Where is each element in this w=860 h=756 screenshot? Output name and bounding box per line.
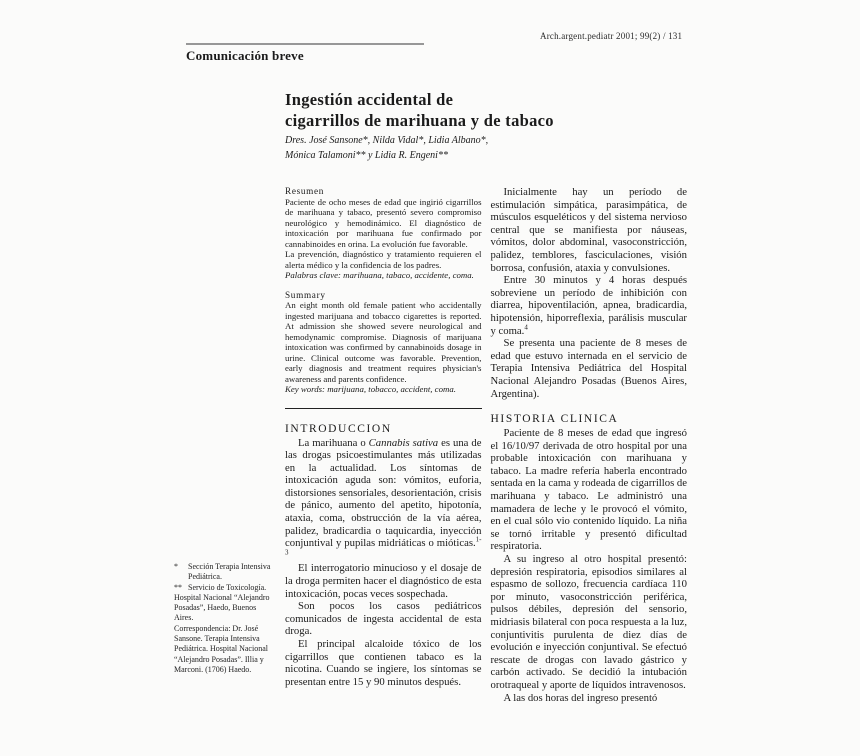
species-name: Cannabis sativa	[368, 436, 439, 449]
summary-heading: Summary	[285, 289, 326, 300]
intro-paragraph-3: Son pocos los casos pediátricos comunicados de ingesta accidental de esta droga.	[285, 600, 482, 638]
summary-paragraph-1: An eight month old female patient who accidentally ingested marijuana and tobacco cigarettes is reported. At admission she showed severe neurological and hemodynamic compromise. Diagnosis of marijuana intoxication was confirmed by cannabinoids dosage in urine. Clinical outcome was favorable. Prevention, early diagnosis and treatment requires physician's awareness and parents confidence.	[285, 300, 482, 384]
intro-paragraph-2: El interrogatorio minucioso y el dosaje de la droga permiten hacer el diagnóstico de esta intoxicación, pocas veces sospechada.	[285, 562, 482, 600]
article-body	[285, 186, 687, 704]
article-title	[285, 89, 554, 131]
journal-reference: Arch.argent.pediatr 2001; 99(2) / 131	[540, 31, 683, 41]
resumen-section	[285, 186, 482, 281]
footnote-text: Servicio de Toxicología.	[188, 582, 267, 592]
resumen-keywords: Palabras clave: marihuana, tabaco, accidente, coma.	[285, 270, 474, 280]
summary-keywords: Key words: marijuana, tobacco, accident, coma.	[285, 384, 456, 394]
footnote-text: Sección Terapia Intensiva Pediátrica.	[188, 562, 271, 582]
footnote-marker: *	[174, 562, 178, 571]
intro-p1-after: es una de las drogas psicoestimulantes más utilizadas en la actualidad. Los síntomas de intoxicación aguda son: vómitos, euforia, distorsiones sensoriales, desorientación, crisis de pánico, aumento del apetito, hipotonía, ataxia, coma, obstrucción de la vía aérea, palidez, bradicardia o taquicardia, inyección conjuntival y pupilas midriáticas o mióticas.	[285, 436, 482, 550]
summary-section	[285, 290, 482, 395]
affiliation-text: Hospital Nacional “Alejandro Posadas”, Haedo, Buenos Aires.	[174, 592, 270, 623]
correspondence-text: Correspondencia: Dr. José Sansone. Terapia Intensiva Pediátrica. Hospital Nacional “Alejandro Posadas”. Illia y Marconi. (1706) Haedo.	[174, 623, 268, 674]
resumen-paragraph-1: Paciente de ocho meses de edad que ingirió cigarrillos de marihuana y tabaco, presentó severo compromiso neurológico y hemodinámico. El diagnóstico de intoxicación por marihuana fue confirmado por cannabinoides en orina. La evolución fue favorable.	[285, 196, 482, 249]
footnote-marker: **	[174, 582, 182, 592]
footnote-item	[174, 562, 274, 583]
col2-paragraph-2	[491, 274, 688, 337]
title-line-2: cigarrillos de marihuana y de tabaco	[285, 111, 554, 130]
intro-p1-before: La marihuana o	[298, 436, 369, 449]
authors-line-1: Dres. José Sansone*, Nilda Vidal*, Lidia Albano*,	[285, 135, 489, 146]
footnote-item	[174, 583, 274, 593]
col2-paragraph-3: Se presenta una paciente de 8 meses de edad que estuvo internada en el servicio de Terapia Intensiva Pediátrica del Hospital Nacional Alejandro Posadas (Buenos Aires, Argentina).	[490, 337, 687, 400]
section-label: Comunicación breve	[186, 48, 304, 63]
section-divider	[285, 408, 482, 409]
margin-footnotes	[174, 562, 274, 675]
reference-marker: 1-3	[285, 535, 482, 557]
col2-paragraph-1: Inicialmente hay un período de estimulación simpática, parasimpática, de músculos esqueléticos y del sistema nervioso central que se manifiesta por náuseas, vómitos, dolor abdominal, vasoconstricción, palidez, temblores, fasciculaciones, visión borrosa, confusión, ataxia y convulsiones.	[490, 186, 687, 274]
column-right	[491, 186, 688, 704]
historia-clinica-heading: HISTORIA CLINICA	[490, 413, 619, 426]
historia-paragraph-2: A su ingreso al otro hospital presentó: depresión respiratoria, episodios similares al espasmo de sollozo, frecuencia cardíaca 110 por minuto, vasoconstricción periférica, pulsos débiles, depresión del sensorio, midriasis bilateral con poca respuesta a la luz, conjuntivitis purulenta de diez días de evolución e inyección conjuntival. Se efectuó rescate de drogas con lavado gástrico y carbón activado. Se decidió la intubación orotraqueal y aporte de líquidos intravenosos.	[490, 553, 687, 691]
authors-line-2: Mónica Talamoni** y Lidia R. Engeni**	[285, 150, 448, 161]
introduccion-heading: INTRODUCCION	[285, 422, 392, 435]
intro-paragraph-4: El principal alcaloide tóxico de los cigarrillos que contienen tabaco es la nicotina. Cuando se ingiere, los síntomas se presentan entre 15 y 90 minutos después.	[285, 638, 482, 688]
title-line-1: Ingestión accidental de	[285, 90, 454, 109]
column-left	[285, 186, 482, 704]
historia-paragraph-1: Paciente de 8 meses de edad que ingresó el 16/10/97 derivada de otro hospital por una probable intoxicación con marihuana y tabaco. La madre refería haberla encontrado sentada en la cama y rodeada de cigarrillos de marihuana y tabaco. Le administró una mamadera de leche y le provocó el vómito, en el cual sólo vio contenido líquido. La niña se tornó irritable y presentó dificultad respiratoria.	[490, 427, 687, 553]
reference-marker: 4	[524, 322, 528, 331]
article-authors	[285, 133, 488, 163]
historia-paragraph-3: A las dos horas del ingreso presentó	[503, 691, 658, 704]
resumen-heading: Resumen	[285, 186, 325, 196]
header-rule	[186, 43, 424, 45]
intro-paragraph-1	[285, 437, 482, 563]
col2-p2-text: Entre 30 minutos y 4 horas después sobreviene un período de inhibición con diarrea, hipoventilación, apnea, bradicardia, hipotensión, hiporreflexia, parálisis muscular y coma.	[490, 274, 687, 337]
resumen-paragraph-2: La prevención, diagnóstico y tratamiento requieren el alerta médico y la confidencia de los padres.	[285, 249, 482, 270]
